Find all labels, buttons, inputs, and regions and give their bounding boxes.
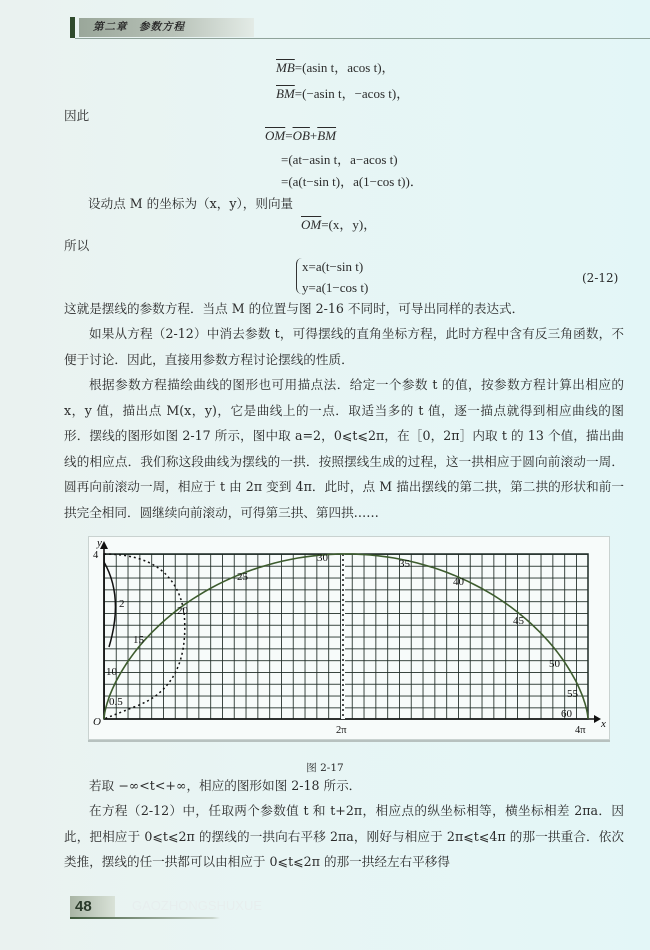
header-mark [70, 17, 75, 38]
x-axis-label: x [601, 718, 606, 730]
pt-label-40: 40 [453, 576, 464, 588]
eq-om-line3: =(a(t−sin t)，a(1−cos t))． [281, 174, 423, 189]
x-tick-4pi: 4π [575, 725, 586, 736]
paragraph-3: 根据参数方程描绘曲线的图形也可用描点法．给定一个参数 t 的值，按参数方程计算出相应的 x，y 值，描出点 M(x，y)，它是曲线上的一点．取适当多的 t 值，逐一描点就得到相应曲线的图形．摆线的图形如图 2-17 所示，图中取 a=2，0⩽t⩽2π，在［0，2π］内取 t 的 13 个值，描出曲线的相应点．我们称这段曲线为摆线的一拱．按照摆线生成的过程，这一拱相应于圆向前滚动一周．圆再向前滚动一周，相应于 t 由 2π 变到 4π．此时，点 M 描出摆线的第二拱，第二拱的形状和前一拱完全相同．圆继续向前滚动，可得第三拱、第四拱…… [64, 377, 624, 520]
eq-om-sum: $\overline{OM}=\overline{OB}+\overline{BM}$ [265, 128, 337, 143]
y-tick-4: 4 [93, 550, 99, 561]
page-footer [70, 896, 263, 920]
pt-label-10: 10 [106, 666, 117, 678]
y-axis-label: y [97, 537, 102, 549]
cycloid-chart [89, 537, 609, 739]
paragraph-1: 这就是摆线的参数方程．当点 M 的位置与图 2-16 不同时，可导出同样的表达式． [64, 301, 525, 316]
x-tick-2pi: 2π [336, 725, 347, 736]
header-rule [75, 38, 650, 39]
pt-label-35: 35 [399, 558, 410, 570]
yinci: 因此 [64, 108, 90, 123]
figure-2-17 [88, 536, 610, 740]
eq-sys-x: x=a(t−sin t) [302, 259, 364, 274]
suoyi: 所以 [64, 238, 90, 253]
pt-label-20: 20 [177, 605, 188, 617]
eq-number: (2-12) [582, 271, 619, 285]
pt-label-60: 60 [561, 708, 572, 720]
pt-label-55: 55 [567, 688, 578, 700]
eq-sys-y: y=a(1−cos t) [302, 280, 369, 295]
pt-label-45: 45 [513, 615, 524, 627]
pt-label-30: 30 [317, 552, 328, 564]
origin-label: O [93, 716, 101, 728]
paragraph-5: 在方程（2-12）中，任取两个参数值 t 和 t+2π，相应点的纵坐标相等，横坐标相差 2πa．因此，把相应于 0⩽t⩽2π 的摆线的一拱向右平移 2πa，刚好与相应于 2π⩽t⩽4π 的那一拱重合．依次类推，摆线的任一拱都可以由相应于 0⩽t⩽2π 的那一拱经左右平移得 [64, 803, 624, 869]
eq-om-line2: =(at−asin t，a−acos t) [281, 152, 398, 167]
footer-bar [70, 917, 220, 919]
eq-om-xy: $\overline{OM}=(x$，y)， [301, 217, 377, 232]
pt-label-05: 0.5 [109, 696, 123, 708]
pt-label-2: 2 [119, 598, 125, 610]
pt-label-50: 50 [549, 658, 560, 670]
pt-label-15: 15 [133, 634, 144, 646]
set-point-text: 设动点 M 的坐标为（x，y），则向量 [88, 196, 294, 211]
pt-label-25: 25 [237, 571, 248, 583]
figure-caption: 图 2-17 [306, 762, 344, 774]
eq-bm: $\overline{BM}=(-asin$ t，−acos t)， [276, 86, 410, 101]
paragraph-2: 如果从方程（2-12）中消去参数 t，可得摆线的直角坐标方程，此时方程中含有反三角函数，不便于讨论．因此，直接用参数方程讨论摆线的性质． [64, 326, 624, 367]
chapter-title: 第二章 参数方程 [79, 18, 254, 37]
chapter-header [70, 17, 650, 37]
eq-mb: $\overline{MB}=(asin$ t，acos t)， [276, 60, 395, 75]
page-number: 48 [70, 896, 115, 917]
paragraph-4: 若取 −∞<t<+∞，相应的图形如图 2-18 所示． [89, 778, 362, 793]
footer-brand: GAOZHONGSHUXUE [132, 898, 263, 913]
